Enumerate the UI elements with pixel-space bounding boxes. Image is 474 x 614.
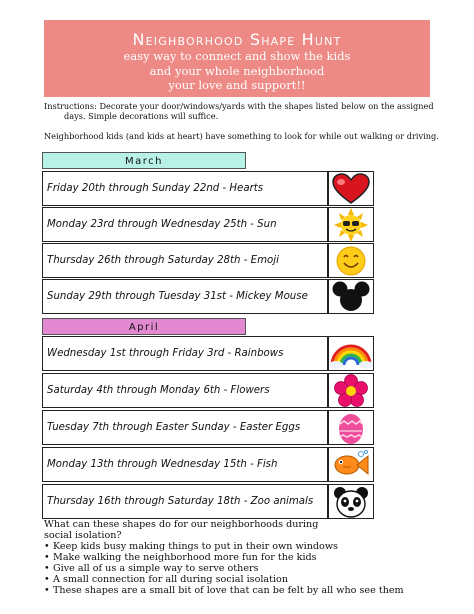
list-item: • These shapes are a small bit of love that can be felt by all who see them: [44, 585, 444, 596]
schedule-row: Saturday 4th through Monday 6th - Flowers: [42, 373, 328, 408]
page-title: Neighborhood Shape Hunt: [132, 30, 342, 49]
month-header-april: April: [42, 318, 246, 335]
easter-egg-icon: [328, 410, 374, 445]
emoji-icon: [328, 243, 374, 278]
schedule-row: Friday 20th through Sunday 22nd - Hearts: [42, 171, 328, 206]
flower-icon: [328, 373, 374, 408]
footer-question-line-1: What can these shapes do for our neighborhoods during: [44, 519, 319, 530]
banner-subtitle-2: and your whole neighborhood: [149, 63, 325, 78]
schedule-row: Monday 13th through Wednesday 15th - Fish: [42, 447, 328, 482]
month-header-march: March: [42, 152, 246, 169]
rainbow-icon: [328, 336, 374, 371]
title-banner: [44, 20, 430, 97]
instructions-line-1: Instructions: Decorate your door/windows/yards with the shapes listed below on the assigned: [44, 101, 434, 111]
instructions-line-2: days. Simple decorations will suffice.: [64, 111, 219, 121]
sun-icon: [328, 207, 374, 242]
mickey-mouse-icon: [328, 279, 374, 314]
fish-icon: [328, 447, 374, 482]
instructions: [44, 101, 444, 121]
banner-subtitle-3: your love and support!!: [168, 78, 306, 92]
list-item: • Give all of us a simple way to serve others: [44, 563, 444, 574]
instructions-line-3: Neighborhood kids (and kids at heart) have something to look for while out walking or driving.: [44, 131, 439, 141]
list-item: • A small connection for all during social isolation: [44, 574, 444, 585]
footer-section: [44, 519, 444, 596]
schedule-row: Sunday 29th through Tuesday 31st - Mickey Mouse: [42, 279, 328, 314]
schedule-row: Wednesday 1st through Friday 3rd - Rainbows: [42, 336, 328, 371]
benefit-list: [44, 541, 444, 596]
schedule-row: Thursday 16th through Saturday 18th - Zoo animals: [42, 484, 328, 519]
footer-question-line-2: social isolation?: [44, 530, 122, 541]
list-item: • Make walking the neighborhood more fun for the kids: [44, 552, 444, 563]
schedule-row: Monday 23rd through Wednesday 25th - Sun: [42, 207, 328, 242]
heart-icon: [328, 171, 374, 206]
banner-subtitle-1: easy way to connect and show the kids: [123, 49, 351, 63]
schedule-row: Tuesday 7th through Easter Sunday - Easter Eggs: [42, 410, 328, 445]
list-item: • Keep kids busy making things to put in their own windows: [44, 541, 444, 552]
schedule-row: Thursday 26th through Saturday 28th - Emoji: [42, 243, 328, 278]
panda-icon: [328, 484, 374, 519]
